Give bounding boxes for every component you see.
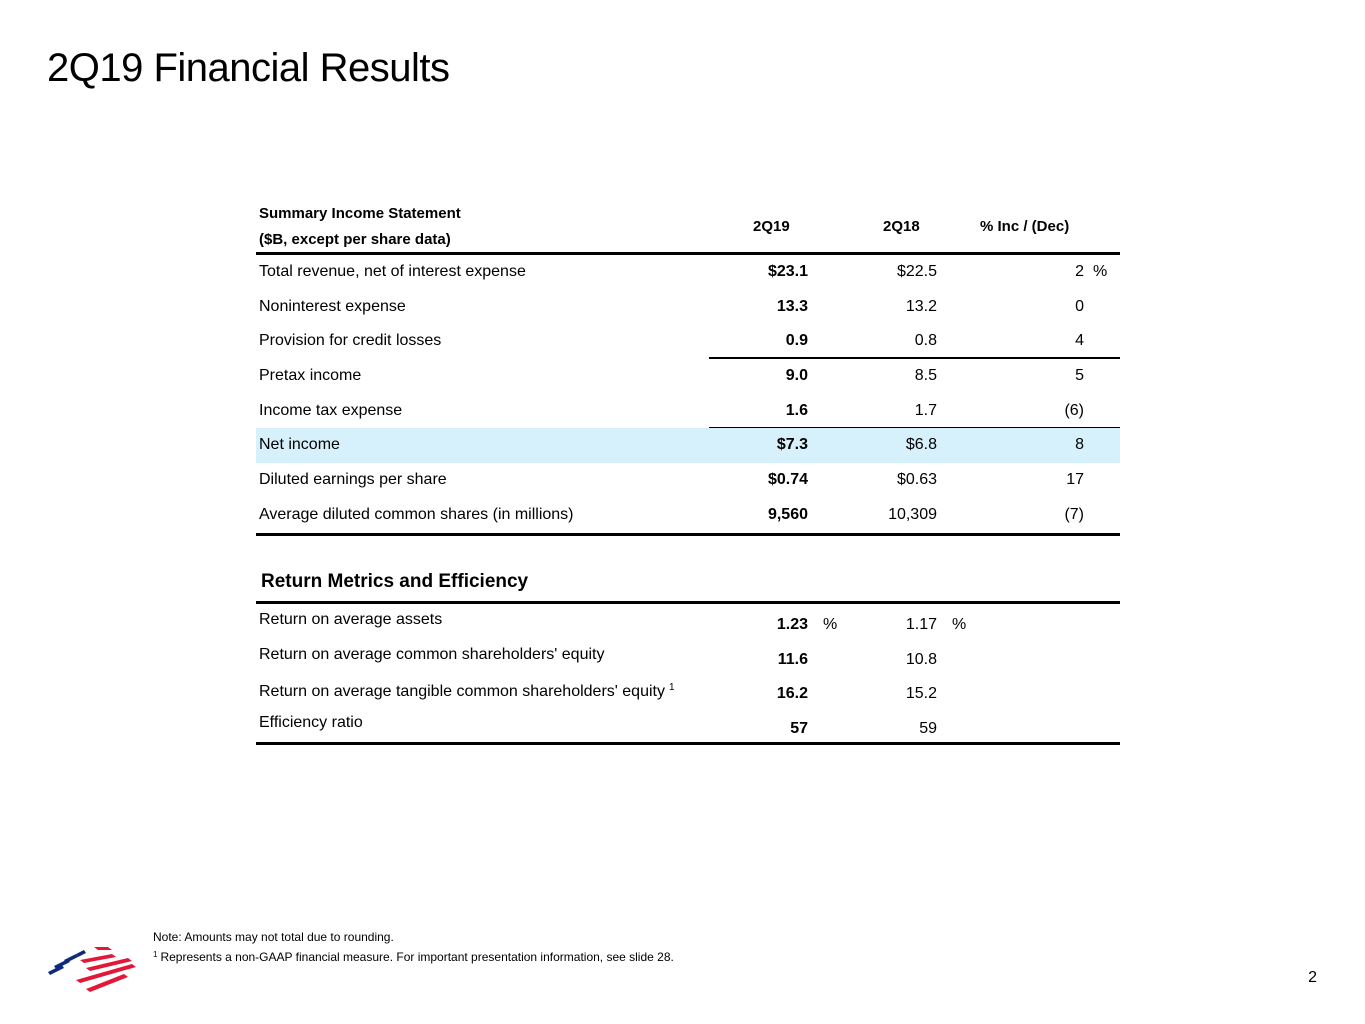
value-pct-change: 2 [1075, 263, 1084, 280]
value-pct-change: 17 [1066, 471, 1084, 489]
value-2q19: 1.23 [776, 616, 808, 633]
table-row [256, 498, 1120, 536]
non-gaap-note [153, 946, 674, 966]
value-2q18: 59 [919, 719, 937, 737]
bank-flag-logo-icon [46, 944, 138, 994]
table-row-highlight [256, 428, 1120, 463]
income-statement-table [256, 200, 1120, 536]
table-row [256, 639, 1120, 674]
row-label: Efficiency ratio [259, 713, 363, 731]
row-label: Provision for credit losses [259, 332, 442, 350]
value-2q18: 15.2 [905, 685, 937, 702]
page-title: 2Q19 Financial Results [47, 46, 450, 90]
page-number: 2 [1308, 969, 1317, 986]
value-2q18: 8.5 [914, 367, 937, 385]
value-2q18: 10.8 [905, 650, 937, 668]
value-pct-change: 8 [1075, 436, 1084, 454]
table-row [256, 255, 1120, 290]
value-2q19: 1.6 [785, 401, 808, 419]
table-row [256, 463, 1120, 498]
row-label: Total revenue, net of interest expense [259, 263, 526, 280]
value-pct-change: 5 [1075, 367, 1084, 385]
value-pct-change: 4 [1075, 332, 1084, 350]
row-label: Income tax expense [259, 401, 403, 419]
row-label: Pretax income [259, 367, 362, 385]
value-2q18: 10,309 [888, 505, 937, 523]
value-2q18: 1.17 [905, 616, 937, 633]
value-2q19: 57 [790, 719, 808, 737]
value-2q19: 0.9 [785, 332, 808, 350]
value-2q18: 0.8 [914, 332, 937, 350]
income-table-header [256, 200, 1120, 255]
value-2q19: $23.1 [767, 263, 808, 280]
value-2q18: 13.2 [905, 297, 937, 315]
row-label: Return on average tangible common shareholders' equity [259, 683, 665, 700]
table-row [256, 290, 1120, 325]
value-2q19: 11.6 [777, 650, 808, 668]
income-header-subtitle: ($B, except per share data) [259, 231, 451, 248]
row-label: Net income [259, 436, 340, 454]
row-label: Average diluted common shares (in millions) [259, 505, 574, 523]
non-gaap-note-text: Represents a non-GAAP financial measure. For important presentation information, see slide 28. [160, 950, 674, 964]
metrics-title: Return Metrics and Efficiency [256, 564, 1120, 604]
value-2q19: $7.3 [776, 436, 808, 454]
row-label: Noninterest expense [259, 297, 406, 315]
percent-sign: % [952, 616, 967, 633]
value-2q18: $22.5 [896, 263, 937, 280]
value-2q19: 13.3 [776, 297, 808, 315]
footnote-marker: 1 [153, 950, 158, 959]
value-pct-change: 0 [1075, 297, 1084, 315]
table-row [256, 394, 1120, 429]
value-2q19: 9.0 [785, 367, 808, 385]
row-label-with-footnote [259, 682, 675, 701]
row-label: Return on average assets [259, 611, 443, 628]
table-row [256, 359, 1120, 394]
value-2q18: 1.7 [914, 401, 937, 419]
value-pct-change: (6) [1064, 401, 1084, 419]
row-label: Diluted earnings per share [259, 471, 447, 489]
column-header-2q18: 2Q18 [883, 218, 920, 235]
value-2q18: $0.63 [896, 471, 937, 489]
footnote-marker: 1 [668, 682, 675, 693]
income-header-title: Summary Income Statement [259, 205, 461, 222]
footnotes [153, 928, 674, 966]
column-header-2q19: 2Q19 [753, 218, 790, 235]
value-2q18: $6.8 [905, 436, 937, 454]
table-row [256, 324, 1120, 359]
value-2q19: 16.2 [776, 685, 808, 702]
value-2q19: $0.74 [767, 471, 808, 489]
table-row [256, 708, 1120, 746]
rounding-note: Note: Amounts may not total due to rounding. [153, 930, 394, 944]
percent-sign: % [1093, 263, 1108, 280]
row-label: Return on average common shareholders' equity [259, 645, 605, 663]
return-metrics-table [256, 564, 1120, 745]
percent-sign: % [823, 616, 838, 633]
table-row [256, 673, 1120, 708]
value-2q19: 9,560 [767, 505, 808, 523]
table-row [256, 604, 1120, 639]
column-header-pct-change: % Inc / (Dec) [980, 218, 1070, 235]
value-pct-change: (7) [1064, 505, 1084, 523]
